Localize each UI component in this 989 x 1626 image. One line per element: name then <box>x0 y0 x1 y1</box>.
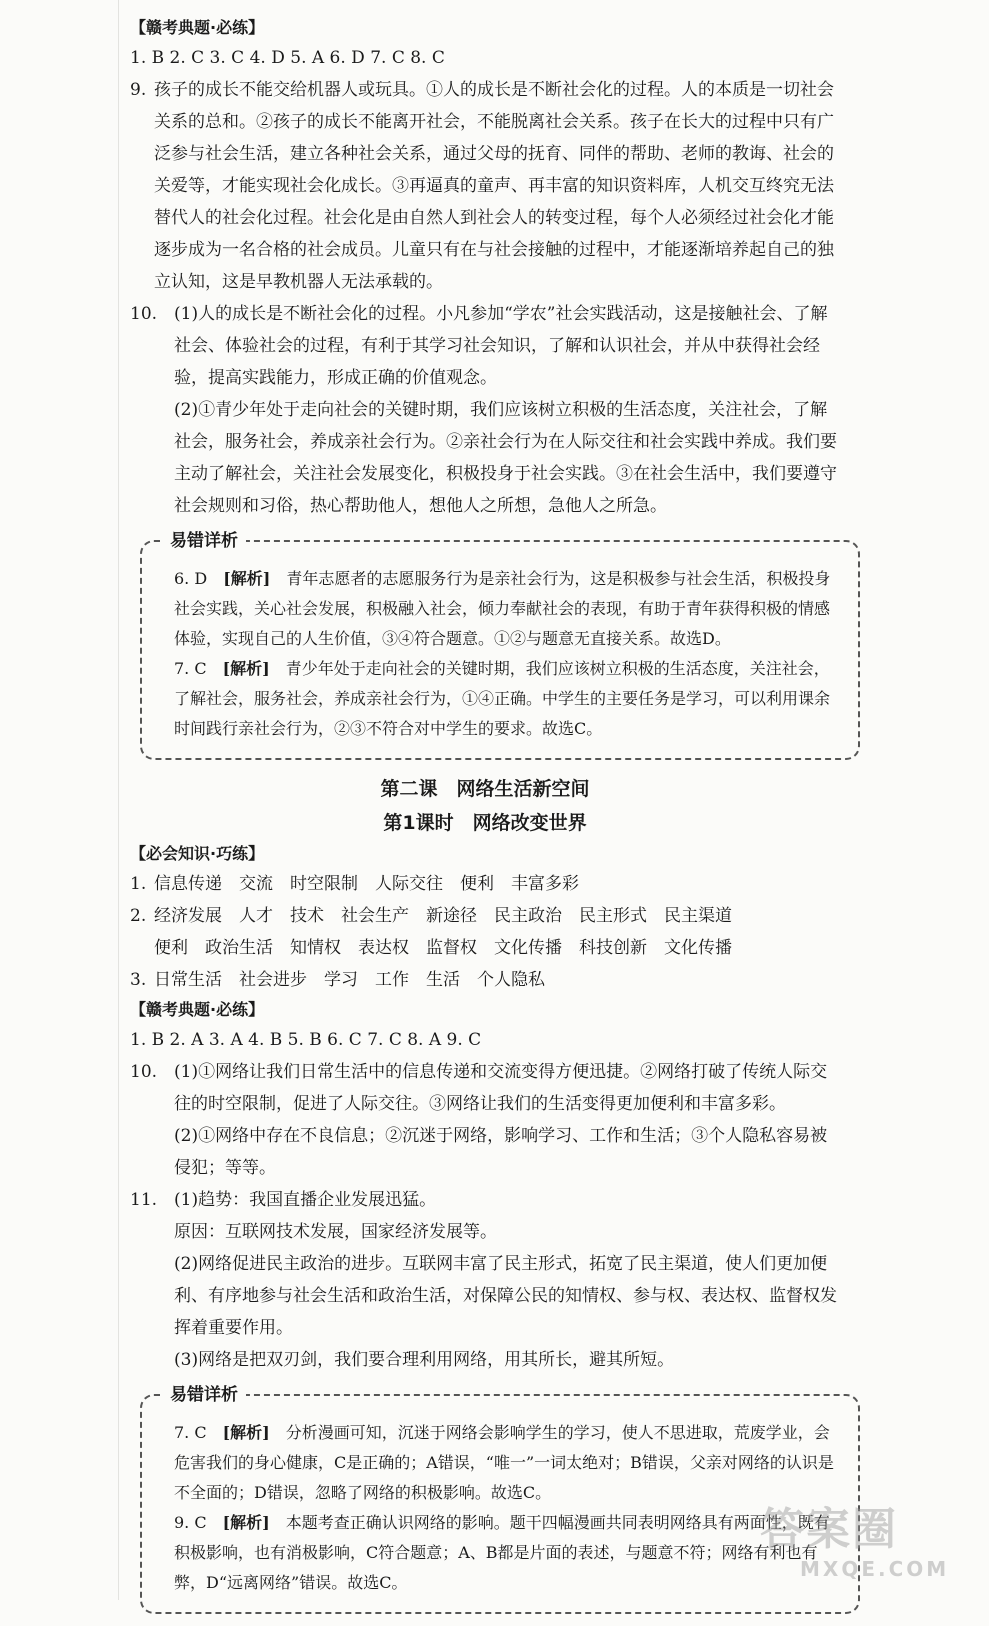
analysis-tag: [解析] <box>222 1513 270 1532</box>
question-11 <box>130 1184 840 1216</box>
item-answer: 6. D <box>174 569 208 588</box>
watermark-url: MXQE.COM <box>800 1557 950 1581</box>
watermark-logo-text: 答案圈 <box>760 1504 898 1555</box>
error-analysis-box <box>140 1385 860 1614</box>
answer-line: 1. B 2. A 3. A 4. B 5. B 6. C 7. C 8. A 9. C <box>130 1030 482 1050</box>
lesson-title: 第二课 网络生活新空间 <box>380 778 590 800</box>
fill-blank-2 <box>130 900 840 932</box>
analysis-item <box>164 1418 836 1508</box>
analysis-item <box>164 564 836 654</box>
question-10 <box>130 298 840 394</box>
question-answer-part-1: (1)①网络让我们日常生活中的信息传递和交流变得方便迅捷。②网络打破了传统人际交往的时空限制，促进了人际交往。③网络让我们的生活变得更加便利和丰富多彩。 <box>174 1062 828 1114</box>
analysis-item <box>164 1508 836 1598</box>
question-answer-part-2: (2)网络促进民主政治的进步。互联网丰富了民主形式，拓宽了民主渠道，使人们更加便利、有序地参与社会生活和政治生活，对保障公民的知情权、参与权、表达权、监督权发挥着重要作用。 <box>174 1254 837 1338</box>
question-number: 3. <box>130 970 147 990</box>
section-header: 【必会知识·巧练】 <box>130 844 265 863</box>
question-number: 11. <box>130 1190 158 1210</box>
question-number: 2. <box>130 906 147 926</box>
question-answer-part-2: (2)①网络中存在不良信息；②沉迷于网络，影响学习、工作和生活；③个人隐私容易被侵犯；等等。 <box>174 1126 828 1178</box>
analysis-tag: [解析] <box>222 1423 270 1442</box>
item-answer: 7. C <box>174 659 207 678</box>
analysis-text: 本题考查正确认识网络的影响。题干四幅漫画共同表明网络具有两面性，既有积极影响，也有消极影响，C符合题意；A、B都是片面的表述，与题意不符；网络有利也有弊，D“远离网络”错误。故选C。 <box>174 1513 830 1592</box>
item-answer: 9. C <box>174 1513 207 1532</box>
fill-blank-1 <box>130 868 840 900</box>
question-answer-continued: 便利 政治生活 知情权 表达权 监督权 文化传播 科技创新 文化传播 <box>154 938 732 958</box>
section-header: 【赣考典题·必练】 <box>130 18 265 37</box>
question-number: 1. <box>130 874 147 894</box>
answer-page <box>130 14 840 1626</box>
analysis-tag: [解析] <box>223 569 271 588</box>
box-title: 易错详析 <box>162 526 246 556</box>
question-9 <box>130 74 840 298</box>
question-answer-part-1: (1)人的成长是不断社会化的过程。小凡参加“学农”社会实践活动，这是接触社会、了解社会、体验社会的过程，有利于其学习社会知识，了解和认识社会，并从中获得社会经验，提高实践能力，形成正确的价值观念。 <box>174 304 828 388</box>
analysis-tag: [解析] <box>222 659 270 678</box>
analysis-text: 青少年处于走向社会的关键时期，我们应该树立积极的生活态度，关注社会，了解社会，服务社会，养成亲社会行为，①④正确。中学生的主要任务是学习，可以利用课余时间践行亲社会行为，②③不符合对中学生的要求。故选C。 <box>174 659 831 738</box>
section-header: 【赣考典题·必练】 <box>130 1000 265 1019</box>
question-number: 9. <box>130 80 147 100</box>
question-number: 10. <box>130 304 158 324</box>
page-spine-line <box>118 0 119 1600</box>
question-10 <box>130 1056 840 1120</box>
question-answer-part-1: (1)趋势：我国直播企业发展迅猛。 <box>174 1190 437 1210</box>
question-answer: 信息传递 交流 时空限制 人际交往 便利 丰富多彩 <box>154 874 579 894</box>
question-answer: 日常生活 社会进步 学习 工作 生活 个人隐私 <box>154 970 545 990</box>
analysis-text: 分析漫画可知，沉迷于网络会影响学生的学习，使人不思进取，荒废学业，会危害我们的身心健康，C是正确的；A错误，“唯一”一词太绝对；B错误，父亲对网络的认识是不全面的；D错误，忽略了网络的积极影响。故选C。 <box>174 1423 834 1502</box>
question-answer: 孩子的成长不能交给机器人或玩具。①人的成长是不断社会化的过程。人的本质是一切社会关系的总和。②孩子的成长不能离开社会，不能脱离社会关系。孩子在长大的过程中只有广泛参与社会生活，建立各种社会关系，通过父母的抚育、同伴的帮助、老师的教诲、社会的关爱等，才能实现社会化成长。③再逼真的童声、再丰富的知识资料库，人机交互终究无法替代人的社会化过程。社会化是由自然人到社会人的转变过程，每个人必须经过社会化才能逐步成为一名合格的社会成员。儿童只有在与社会接触的过程中，才能逐渐培养起自己的独立认知，这是早教机器人无法承载的。 <box>154 80 834 292</box>
item-answer: 7. C <box>174 1423 207 1442</box>
analysis-text: 青年志愿者的志愿服务行为是亲社会行为，这是积极参与社会生活，积极投身社会实践，关心社会发展，积极融入社会，倾力奉献社会的表现，有助于青年获得积极的情感体验，实现自己的人生价值，③④符合题意。①②与题意无直接关系。故选D。 <box>174 569 831 648</box>
lesson-subtitle: 第1课时 网络改变世界 <box>383 812 587 834</box>
question-answer-reason: 原因：互联网技术发展，国家经济发展等。 <box>174 1222 497 1242</box>
question-answer: 经济发展 人才 技术 社会生产 新途径 民主政治 民主形式 民主渠道 <box>154 906 732 926</box>
question-answer-part-2: (2)①青少年处于走向社会的关键时期，我们应该树立积极的生活态度，关注社会，了解社会，服务社会，养成亲社会行为。②亲社会行为在人际交往和社会实践中养成。我们要主动了解社会，关注社会发展变化，积极投身于社会实践。③在社会生活中，我们要遵守社会规则和习俗，热心帮助他人，想他人之所想，急他人之所急。 <box>174 400 837 516</box>
answer-line: 1. B 2. C 3. C 4. D 5. A 6. D 7. C 8. C <box>130 48 445 68</box>
site-watermark <box>760 1505 980 1595</box>
question-answer-part-3: (3)网络是把双刃剑，我们要合理利用网络，用其所长，避其所短。 <box>174 1350 675 1370</box>
analysis-item <box>164 654 836 744</box>
box-title: 易错详析 <box>162 1380 246 1410</box>
fill-blank-3 <box>130 964 840 996</box>
question-number: 10. <box>130 1062 158 1082</box>
error-analysis-box <box>140 531 860 760</box>
